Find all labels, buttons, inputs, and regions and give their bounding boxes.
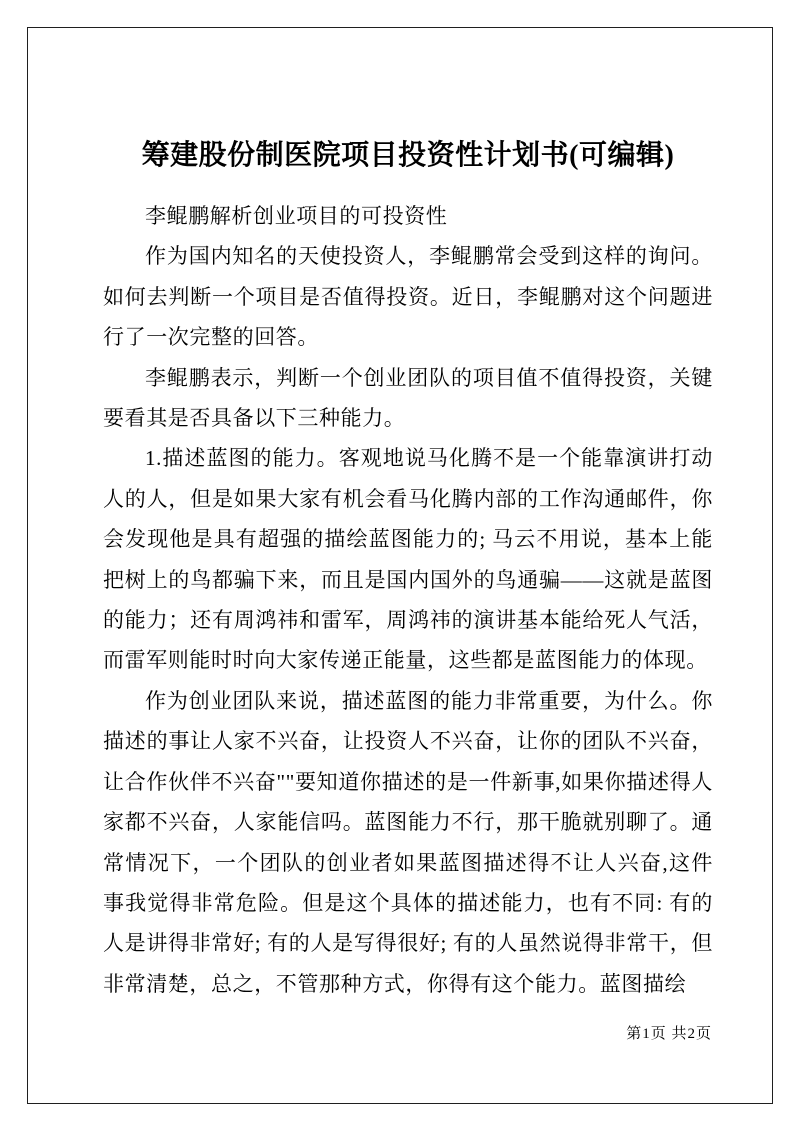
paragraph-5: 作为创业团队来说，描述蓝图的能力非常重要，为什么。你描述的事让人家不兴奋，让投资人不兴奋，让你的团队不兴奋，让合作伙伴不兴奋""要知道你描述的是一件新事,如果你描述得人家都不兴奋，人家能信吗。蓝图能力不行，那干脆就别聊了。通常情况下，一个团队的创业者如果蓝图描述得不让人兴奋,这件事我觉得非常危险。但是这个具体的描述能力，也有不同: 有的人是讲得非常好; 有的人是写得很好; 有的人虽然说得非常干，但非常清楚，总之，不管那种方式，你得有这个能力。蓝图描绘 xyxy=(103,688,713,996)
paragraph-1: 李鲲鹏解析创业项目的可投资性 xyxy=(145,204,448,228)
document-content xyxy=(103,136,713,1004)
document-title: 筹建股份制医院项目投资性计划书(可编辑) xyxy=(141,140,675,171)
page-number-indicator: 第1页 共2页 xyxy=(626,1026,712,1042)
paragraph-4: 1.描述蓝图的能力。客观地说马化腾不是一个能靠演讲打动人的人，但是如果大家有机会看马化腾内部的工作沟通邮件，你会发现他是具有超强的描绘蓝图能力的; 马云不用说，基本上能把树上的鸟都骗下来，而且是国内国外的鸟通骗——这就是蓝图的能力；还有周鸿祎和雷军，周鸿祎的演讲基本能给死人气活，而雷军则能时时向大家传递正能量，这些都是蓝图能力的体现。 xyxy=(103,446,713,673)
paragraph-2: 作为国内知名的天使投资人，李鲲鹏常会受到这样的询问。如何去判断一个项目是否值得投资。近日，李鲲鹏对这个问题进行了一次完整的回答。 xyxy=(103,244,713,350)
paragraph-3: 李鲲鹏表示，判断一个创业团队的项目值不值得投资，关键要看其是否具备以下三种能力。 xyxy=(103,365,713,431)
